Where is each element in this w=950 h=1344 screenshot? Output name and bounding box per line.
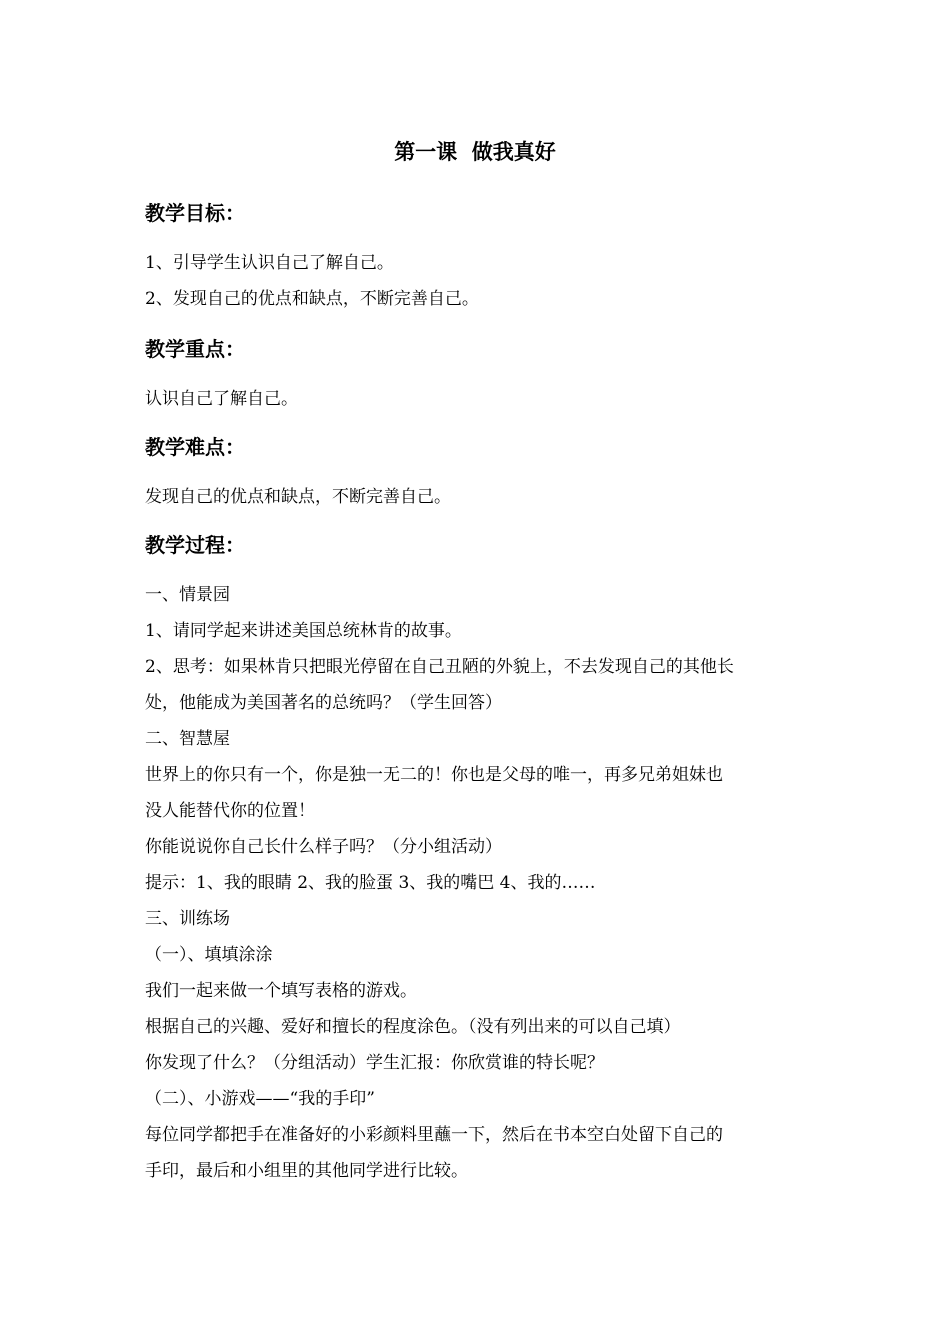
key-point-text: 认识自己了解自己。 <box>145 389 298 409</box>
heading-difficulty: 教学难点： <box>145 435 245 459</box>
process-line: 二、智慧屋 <box>145 729 230 749</box>
process-line: 手印，最后和小组里的其他同学进行比较。 <box>145 1161 468 1181</box>
process-line: 世界上的你只有一个，你是独一无二的！你也是父母的唯一，再多兄弟姐妹也 <box>145 765 723 785</box>
heading-process: 教学过程： <box>145 533 245 557</box>
process-line: 你能说说你自己长什么样子吗？（分小组活动） <box>145 837 502 857</box>
process-line: 三、训练场 <box>145 909 230 929</box>
process-line: 根据自己的兴趣、爱好和擅长的程度涂色。（没有列出来的可以自己填） <box>145 1017 681 1037</box>
process-line: 每位同学都把手在准备好的小彩颜料里蘸一下，然后在书本空白处留下自己的 <box>145 1125 723 1145</box>
goal-item-2: 2、发现自己的优点和缺点，不断完善自己。 <box>145 289 479 309</box>
process-line: 提示：1、我的眼睛 2、我的脸蛋 3、我的嘴巴 4、我的…… <box>145 873 596 893</box>
heading-key-point: 教学重点： <box>145 337 245 361</box>
process-line: 你发现了什么？（分组活动）学生汇报：你欣赏谁的特长呢？ <box>145 1053 604 1073</box>
process-line: 一、情景园 <box>145 585 230 605</box>
page-title: 第一课 做我真好 <box>394 139 556 164</box>
process-line: 我们一起来做一个填写表格的游戏。 <box>145 981 417 1001</box>
process-line: 没人能替代你的位置！ <box>145 801 315 821</box>
process-line: 2、思考：如果林肯只把眼光停留在自己丑陋的外貌上，不去发现自己的其他长 <box>145 657 734 677</box>
difficulty-text: 发现自己的优点和缺点，不断完善自己。 <box>145 487 451 507</box>
goal-item-1: 1、引导学生认识自己了解自己。 <box>145 253 394 273</box>
process-line: （一）、填填涂涂 <box>145 945 273 965</box>
process-line: （二）、小游戏——“我的手印” <box>145 1089 375 1109</box>
heading-goals: 教学目标： <box>145 201 245 225</box>
process-line: 1、请同学起来讲述美国总统林肯的故事。 <box>145 621 462 641</box>
process-line: 处，他能成为美国著名的总统吗？（学生回答） <box>145 693 502 713</box>
